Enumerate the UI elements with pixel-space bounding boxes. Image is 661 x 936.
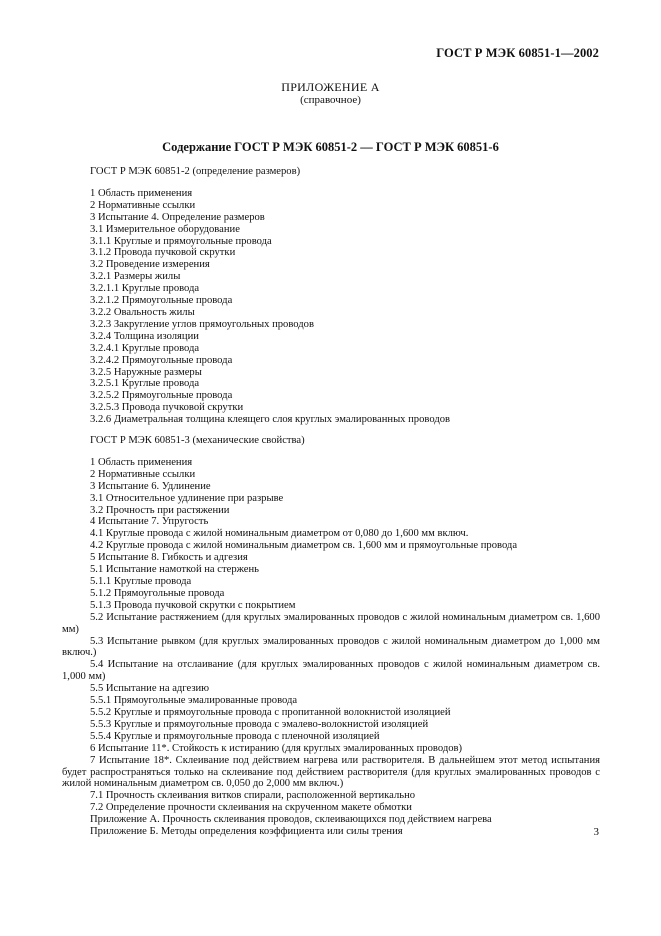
- list-item: 5.5.1 Прямоугольные эмалированные провода: [90, 695, 298, 707]
- list-item: 3.2 Проведение измерения: [90, 259, 210, 271]
- list-item: 5.1.2 Прямоугольные провода: [90, 587, 225, 599]
- list-item: 3.2.2 Овальность жилы: [90, 306, 195, 318]
- list-item: 7.1 Прочность склеивания витков спирали, расположенной вертикально: [90, 790, 416, 802]
- document-header: ГОСТ Р МЭК 60851-1—2002: [436, 46, 599, 60]
- list-item: 3.2.5.3 Провода пучковой скрутки: [90, 402, 244, 414]
- appendix-subtitle: (справочное): [300, 94, 361, 106]
- list-item: 5.1 Испытание намоткой на стержень: [90, 564, 259, 576]
- section-heading-part3: ГОСТ Р МЭК 60851-3 (механические свойства): [90, 435, 305, 447]
- list-item: 5.5 Испытание на адгезию: [90, 683, 210, 695]
- list-item: 6 Испытание 11*. Стойкость к истиранию (для круглых эмалированных проводов): [90, 742, 463, 754]
- part3-list-a: [62, 457, 600, 612]
- list-item: 3 Испытание 4. Определение размеров: [90, 211, 265, 223]
- list-item: 5.5.2 Круглые и прямоугольные провода с пропитанной волокнистой изоляцией: [90, 706, 451, 718]
- list-item: 5.5.3 Круглые и прямоугольные провода с эмалево-волокнистой изоляцией: [90, 718, 429, 730]
- list-item: 3 Испытание 6. Удлинение: [90, 480, 211, 492]
- list-item: 3.2 Прочность при растяжении: [90, 504, 230, 516]
- list-item: 2 Нормативные ссылки: [90, 199, 196, 211]
- list-item: 3.2.1.2 Прямоугольные провода: [90, 295, 233, 307]
- list-item: 4.1 Круглые провода с жилой номинальным диаметром от 0,080 до 1,600 мм включ.: [90, 528, 469, 540]
- contents-body: [62, 166, 600, 838]
- list-item: 5 Испытание 8. Гибкость и адгезия: [90, 552, 248, 564]
- list-item: 3.2.4 Толщина изоляции: [90, 330, 199, 342]
- list-item: 3.2.5 Наружные размеры: [90, 366, 202, 378]
- list-item: 7.2 Определение прочности склеивания на скрученном макете обмотки: [90, 802, 412, 814]
- list-item: 1 Область применения: [90, 187, 193, 199]
- list-item: 3.2.3 Закругление углов прямоугольных проводов: [90, 318, 314, 330]
- list-item: Приложение А. Прочность склеивания проводов, склеивающихся под действием нагрева: [90, 814, 492, 826]
- list-item: 3.1 Измерительное оборудование: [90, 223, 240, 235]
- appendix-title: ПРИЛОЖЕНИЕ А: [281, 80, 380, 94]
- list-item-5-3: 5.3 Испытание рывком (для круглых эмалированных проводов с жилой номинальным диаметром до 1,000 мм включ.): [62, 635, 600, 659]
- list-item: 5.5.4 Круглые и прямоугольные провода с пленочной изоляцией: [90, 730, 380, 742]
- part3-list-c: [62, 790, 600, 838]
- list-item: 1 Область применения: [90, 456, 193, 468]
- list-item: Приложение Б. Методы определения коэффициента или силы трения: [90, 826, 403, 838]
- list-item: 3.1.1 Круглые и прямоугольные провода: [90, 235, 272, 247]
- page-number: 3: [593, 826, 599, 838]
- list-item: 3.2.4.2 Прямоугольные провода: [90, 354, 233, 366]
- list-item: 3.2.6 Диаметральная толщина клеящего слоя круглых эмалированных проводов: [90, 414, 451, 426]
- list-item: 3.1.2 Провода пучковой скрутки: [90, 247, 236, 259]
- list-item: 3.2.5.1 Круглые провода: [90, 378, 200, 390]
- list-item: 3.1 Относительное удлинение при разрыве: [90, 492, 284, 504]
- list-item: 2 Нормативные ссылки: [90, 468, 196, 480]
- part3-list-b: [62, 683, 600, 754]
- list-item: 4 Испытание 7. Упругость: [90, 516, 209, 528]
- list-item-5-4: 5.4 Испытание на отслаивание (для круглых эмалированных проводов с жилой номинальным диаметром св. 1,000 мм): [62, 659, 600, 683]
- list-item: 3.2.4.1 Круглые провода: [90, 342, 200, 354]
- part2-list: [62, 188, 600, 426]
- contents-title: Содержание ГОСТ Р МЭК 60851-2 — ГОСТ Р МЭК 60851-6: [162, 140, 499, 154]
- list-item: 3.2.5.2 Прямоугольные провода: [90, 390, 233, 402]
- section-heading-part2: ГОСТ Р МЭК 60851-2 (определение размеров): [90, 166, 301, 177]
- list-item-7: 7 Испытание 18*. Склеивание под действием нагрева или растворителя. В дальнейшем этот метод испытания будет распространяться только на склеивание под действием растворителя (для круглых эмалированных проводов с жилой номинальным диаметром св. 0,050 до 2,000 мм включ.): [62, 754, 600, 790]
- list-item: 4.2 Круглые провода с жилой номинальным диаметром св. 1,600 мм и прямоугольные провода: [90, 540, 518, 552]
- list-item: 5.1.3 Провода пучковой скрутки с покрытием: [90, 599, 296, 611]
- list-item: 3.2.1 Размеры жилы: [90, 271, 181, 283]
- list-item-5-2: 5.2 Испытание растяжением (для круглых эмалированных проводов с жилой номинальным диаметром св. 1,600 мм): [62, 611, 600, 635]
- list-item: 3.2.1.1 Круглые провода: [90, 283, 200, 295]
- list-item: 5.1.1 Круглые провода: [90, 576, 192, 587]
